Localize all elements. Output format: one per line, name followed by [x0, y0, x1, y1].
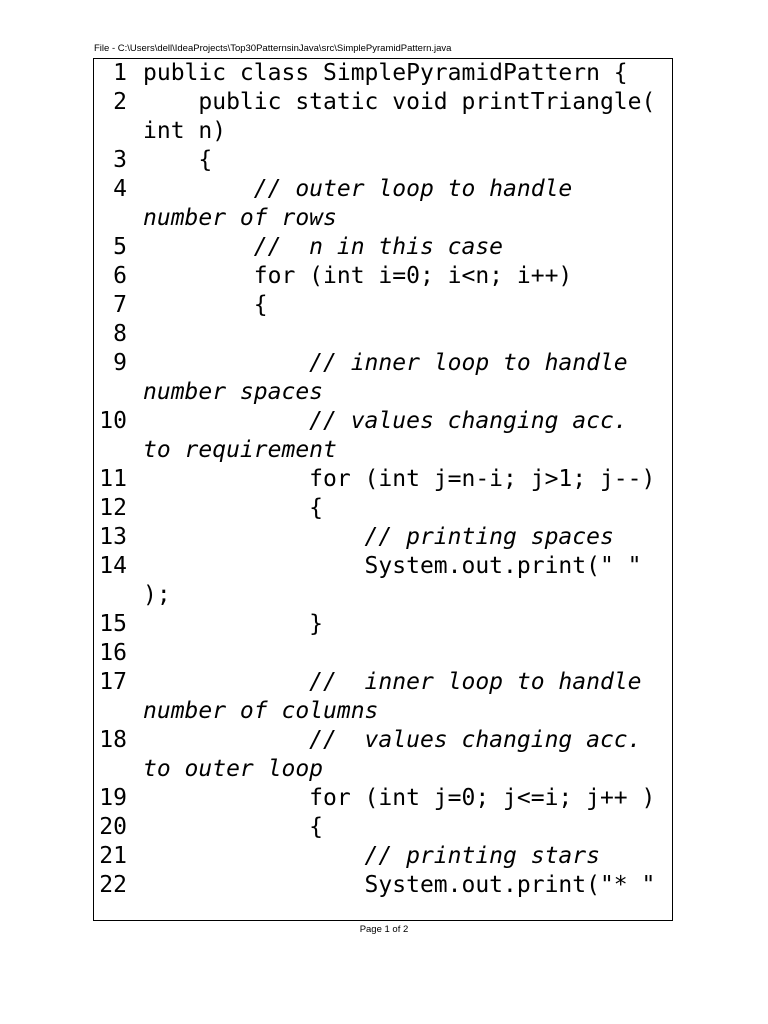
line-number: 8	[113, 321, 127, 347]
code-line	[94, 117, 672, 146]
code-line	[94, 59, 672, 88]
page-number-footer: Page 1 of 2	[359, 924, 409, 935]
line-number: 5	[113, 234, 127, 260]
line-number: 11	[99, 466, 127, 492]
code-comment-text: // inner loop to handle	[143, 350, 628, 376]
code-comment-text: number of columns	[143, 698, 379, 724]
code-line	[94, 320, 672, 349]
code-text: {	[143, 292, 268, 318]
line-number: 19	[99, 785, 127, 811]
code-text: System.out.print(" "	[143, 553, 642, 579]
line-number: 20	[99, 814, 127, 840]
code-line	[94, 291, 672, 320]
code-comment-text: to outer loop	[143, 756, 324, 782]
code-line	[94, 349, 672, 378]
line-number: 13	[99, 524, 127, 550]
code-comment-text: // printing stars	[143, 843, 600, 869]
line-number: 22	[99, 872, 127, 898]
line-number: 21	[99, 843, 127, 869]
code-line	[94, 262, 672, 291]
code-line	[94, 175, 672, 204]
code-line	[94, 233, 672, 262]
code-line	[94, 813, 672, 842]
code-line	[94, 581, 672, 610]
code-line	[94, 697, 672, 726]
code-line	[94, 871, 672, 900]
code-line	[94, 407, 672, 436]
code-line	[94, 465, 672, 494]
line-number: 7	[113, 292, 127, 318]
code-line	[94, 610, 672, 639]
code-comment-text: number of rows	[143, 205, 337, 231]
code-text: {	[143, 495, 324, 521]
line-number: 16	[99, 640, 127, 666]
code-line	[94, 523, 672, 552]
line-number: 18	[99, 727, 127, 753]
code-comment-text: // outer loop to handle	[143, 176, 573, 202]
code-line	[94, 842, 672, 871]
code-text: {	[143, 147, 213, 173]
code-text: for (int j=n-i; j>1; j--)	[143, 466, 656, 492]
code-text: {	[143, 814, 324, 840]
line-number: 10	[99, 408, 127, 434]
code-comment-text: // n in this case	[143, 234, 504, 260]
code-line	[94, 668, 672, 697]
code-line	[94, 726, 672, 755]
line-number: 15	[99, 611, 127, 637]
code-line	[94, 784, 672, 813]
code-text: public class SimplePyramidPattern {	[143, 60, 628, 86]
code-text: }	[143, 611, 324, 637]
code-line	[94, 146, 672, 175]
code-text: for (int j=0; j<=i; j++ )	[143, 785, 656, 811]
code-line	[94, 639, 672, 668]
code-line	[94, 755, 672, 784]
code-text: System.out.print("* "	[143, 872, 656, 898]
code-line	[94, 378, 672, 407]
code-comment-text: // values changing acc.	[143, 727, 642, 753]
code-line	[94, 436, 672, 465]
code-text: );	[143, 582, 171, 608]
code-line	[94, 204, 672, 233]
code-text: public static void printTriangle(	[143, 89, 656, 115]
code-comment-text: // values changing acc.	[143, 408, 628, 434]
file-path-header: File - C:\Users\dell\IdeaProjects\Top30PatternsinJava\src\SimplePyramidPattern.java	[94, 43, 452, 54]
line-number: 12	[99, 495, 127, 521]
code-comment-text: // inner loop to handle	[143, 669, 642, 695]
line-number: 4	[113, 176, 127, 202]
code-comment-text: number spaces	[143, 379, 324, 405]
code-listing-frame	[93, 58, 673, 921]
line-number: 6	[113, 263, 127, 289]
line-number: 14	[99, 553, 127, 579]
line-number: 1	[113, 60, 127, 86]
code-line	[94, 494, 672, 523]
line-number: 3	[113, 147, 127, 173]
code-text: int n)	[143, 118, 227, 144]
code-comment-text: // printing spaces	[143, 524, 614, 550]
code-comment-text: to requirement	[143, 437, 337, 463]
line-number: 9	[113, 350, 127, 376]
code-text: for (int i=0; i<n; i++)	[143, 263, 573, 289]
code-line	[94, 88, 672, 117]
line-number: 2	[113, 89, 127, 115]
code-line	[94, 552, 672, 581]
line-number: 17	[99, 669, 127, 695]
